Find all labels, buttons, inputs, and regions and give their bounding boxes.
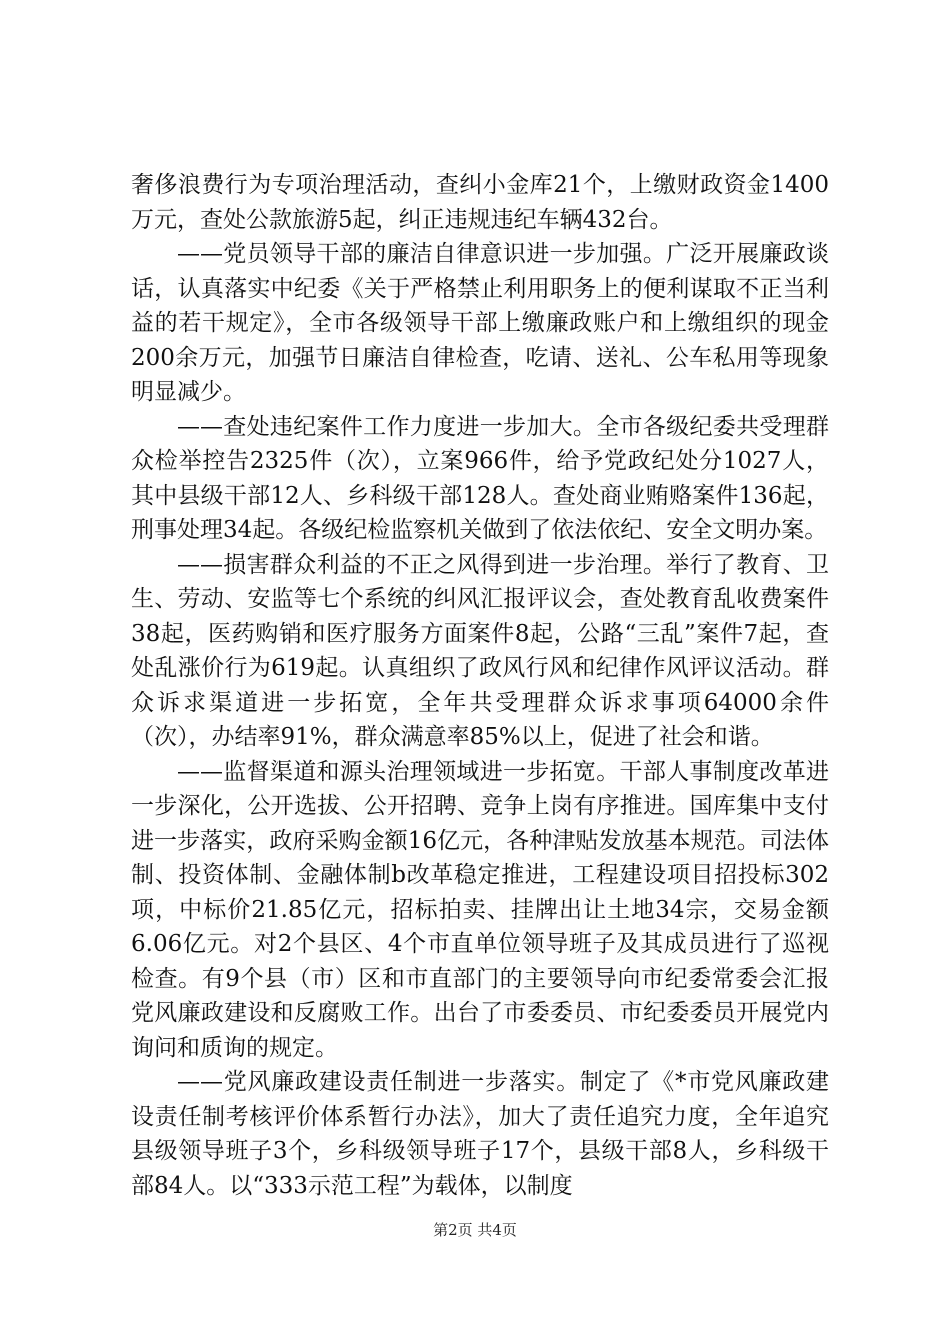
paragraph-supervision: ——监督渠道和源头治理领域进一步拓宽。干部人事制度改革进一步深化，公开选拔、公开招聘、竞争上岗有序推进。国库集中支付进一步落实，政府采购金额16亿元，各种津贴发放基本规范。司法体制、投资体制、金融体制b改革稳定推进，工程建设项目招投标302项，中标价21.85亿元，招标拍卖、挂牌出让土地34宗，交易金额6.06亿元。对2个县区、4个市直单位领导班子及其成员进行了巡视检查。有9个县（市）区和市直部门的主要领导向市纪委常委会汇报党风廉政建设和反腐败工作。出台了市委委员、市纪委委员开展党内询问和质询的规定。 <box>131 758 829 1061</box>
paragraph-continuation: 奢侈浪费行为专项治理活动，查纠小金库21个，上缴财政资金1400万元，查处公款旅游5起，纠正违规违纪车辆432台。 <box>131 172 829 233</box>
page-number-footer: 第2页 共4页 <box>433 1221 517 1239</box>
document-body <box>131 168 829 1203</box>
paragraph-public-interest: ——损害群众利益的不正之风得到进一步治理。举行了教育、卫生、劳动、安监等七个系统的纠风汇报评议会，查处教育乱收费案件38起，医药购销和医疗服务方面案件8起，公路“三乱”案件7起，查处乱涨价行为619起。认真组织了政风行风和纪律作风评议活动。群众诉求渠道进一步拓宽，全年共受理群众诉求事项64000余件（次），办结率91%，群众满意率85%以上，促进了社会和谐。 <box>131 551 829 750</box>
paragraph-case-handling: ——查处违纪案件工作力度进一步加大。全市各级纪委共受理群众检举控告2325件（次），立案966件，给予党政纪处分1027人，其中县级干部12人、乡科级干部128人。查处商业贿赂案件136起，刑事处理34起。各级纪检监察机关做到了依法依纪、安全文明办案。 <box>131 413 829 543</box>
paragraph-responsibility: ——党风廉政建设责任制进一步落实。制定了《*市党风廉政建设责任制考核评价体系暂行办法》，加大了责任追究力度，全年追究县级领导班子3个，乡科级领导班子17个，县级干部8人，乡科级干部84人。以“333示范工程”为载体，以制度 <box>131 1069 829 1199</box>
paragraph-self-discipline: ——党员领导干部的廉洁自律意识进一步加强。广泛开展廉政谈话，认真落实中纪委《关于严格禁止利用职务上的便利谋取不正当利益的若干规定》，全市各级领导干部上缴廉政账户和上缴组织的现金200余万元，加强节日廉洁自律检查，吃请、送礼、公车私用等现象明显减少。 <box>131 241 829 405</box>
